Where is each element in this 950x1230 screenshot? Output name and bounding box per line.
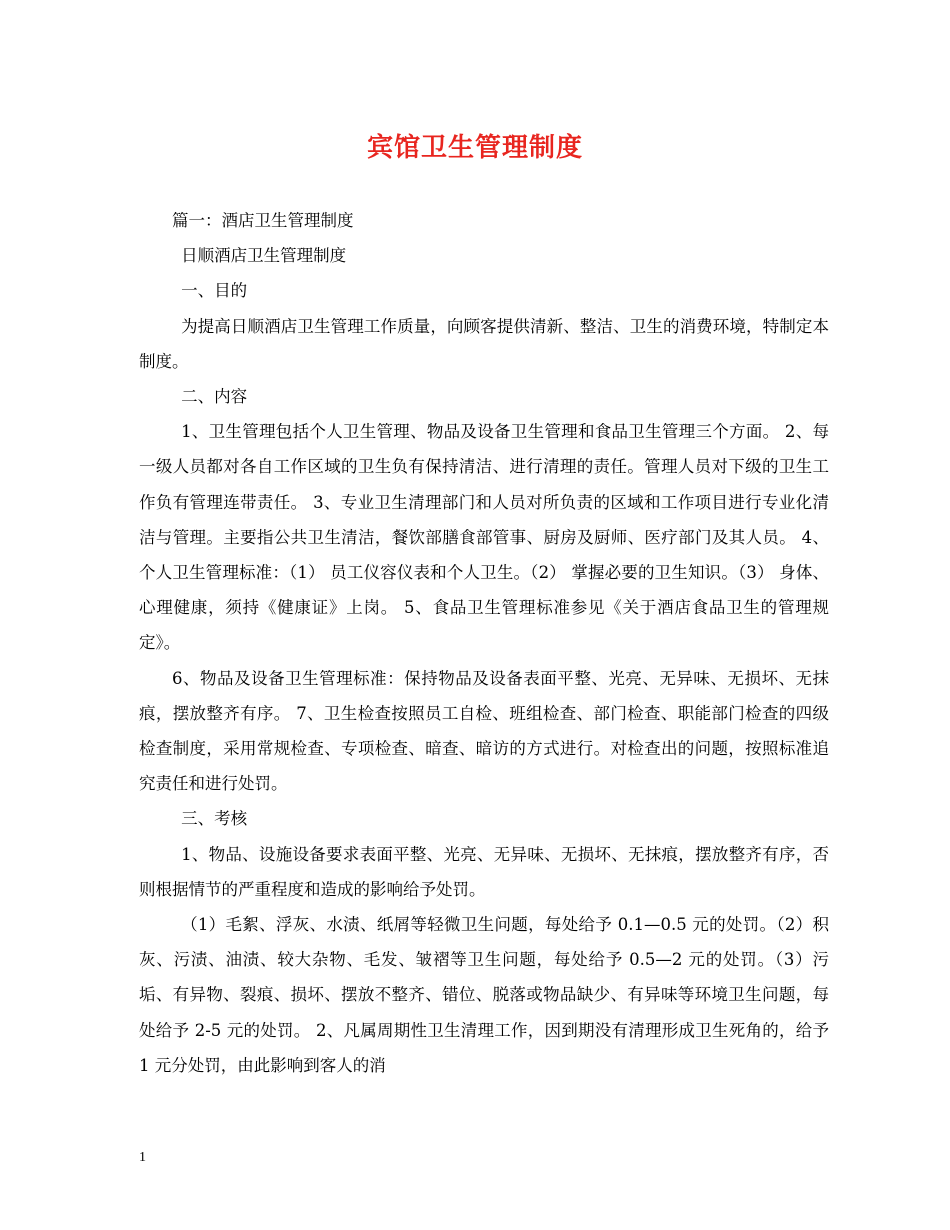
document-subtitle: 日顺酒店卫生管理制度 [181, 246, 347, 266]
paragraph-assessment-1: 1、物品、设施设备要求表面平整、光亮、无异味、无损坏、无抹痕，摆放整齐有序，否则根据情节的严重程度和造成的影响给予处罚。 [139, 844, 829, 899]
paragraph-purpose: 为提高日顺酒店卫生管理工作质量，向顾客提供清新、整洁、卫生的消费环境，特制定本制度。 [139, 316, 829, 371]
section-heading-assessment: 三、考核 [181, 809, 248, 829]
page-number: 1 [139, 1150, 146, 1165]
document-title: 宾馆卫生管理制度 [366, 133, 583, 163]
section-heading-part-one: 篇一：酒店卫生管理制度 [172, 211, 354, 230]
section-heading-content: 二、内容 [181, 387, 248, 407]
paragraph-content-1: 1、卫生管理包括个人卫生管理、物品及设备卫生管理和食品卫生管理三个方面。 2、每一级人员都对各自工作区域的卫生负有保持清洁、进行清理的责任。管理人员对下级的卫生工作负有管理连带责任。 3、专业卫生清理部门和人员对所负责的区域和工作项目进行专业化清洁与管理。主要指公共卫生清洁，餐饮部膳食部管事、厨房及厨师、医疗部门及其人员。 4、个人卫生管理标准：（1） 员工仪容仪表和个人卫生。（2） 掌握必要的卫生知识。（3） 身体、心理健康，须持《健康证》上岗。 5、食品卫生管理标准参见《关于酒店食品卫生的管理规定》。 [139, 422, 829, 653]
paragraph-assessment-2: （1）毛絮、浮灰、水渍、纸屑等轻微卫生问题，每处给予 0.1—0.5 元的处罚。（2）积灰、污渍、油渍、较大杂物、毛发、皱褶等卫生问题，每处给予 0.5—2 元的处罚。（3）污垢、有异物、裂痕、损坏、摆放不整齐、错位、脱落或物品缺少、有异味等环境卫生问题，每处给予 2-5 元的处罚。 2、凡属周期性卫生清理工作，因到期没有清理形成卫生死角的，给予 1 元分处罚，由此影响到客人的消 [139, 915, 829, 1075]
document-body [139, 203, 829, 1083]
section-heading-purpose: 一、目的 [181, 281, 248, 301]
paragraph-content-2: 6、物品及设备卫生管理标准：保持物品及设备表面平整、光亮、无异味、无损坏、无抹痕，摆放整齐有序。 7、卫生检查按照员工自检、班组检查、部门检查、职能部门检查的四级检查制度，采用常规检查、专项检查、暗查、暗访的方式进行。对检查出的问题，按照标准追究责任和进行处罚。 [139, 668, 829, 794]
